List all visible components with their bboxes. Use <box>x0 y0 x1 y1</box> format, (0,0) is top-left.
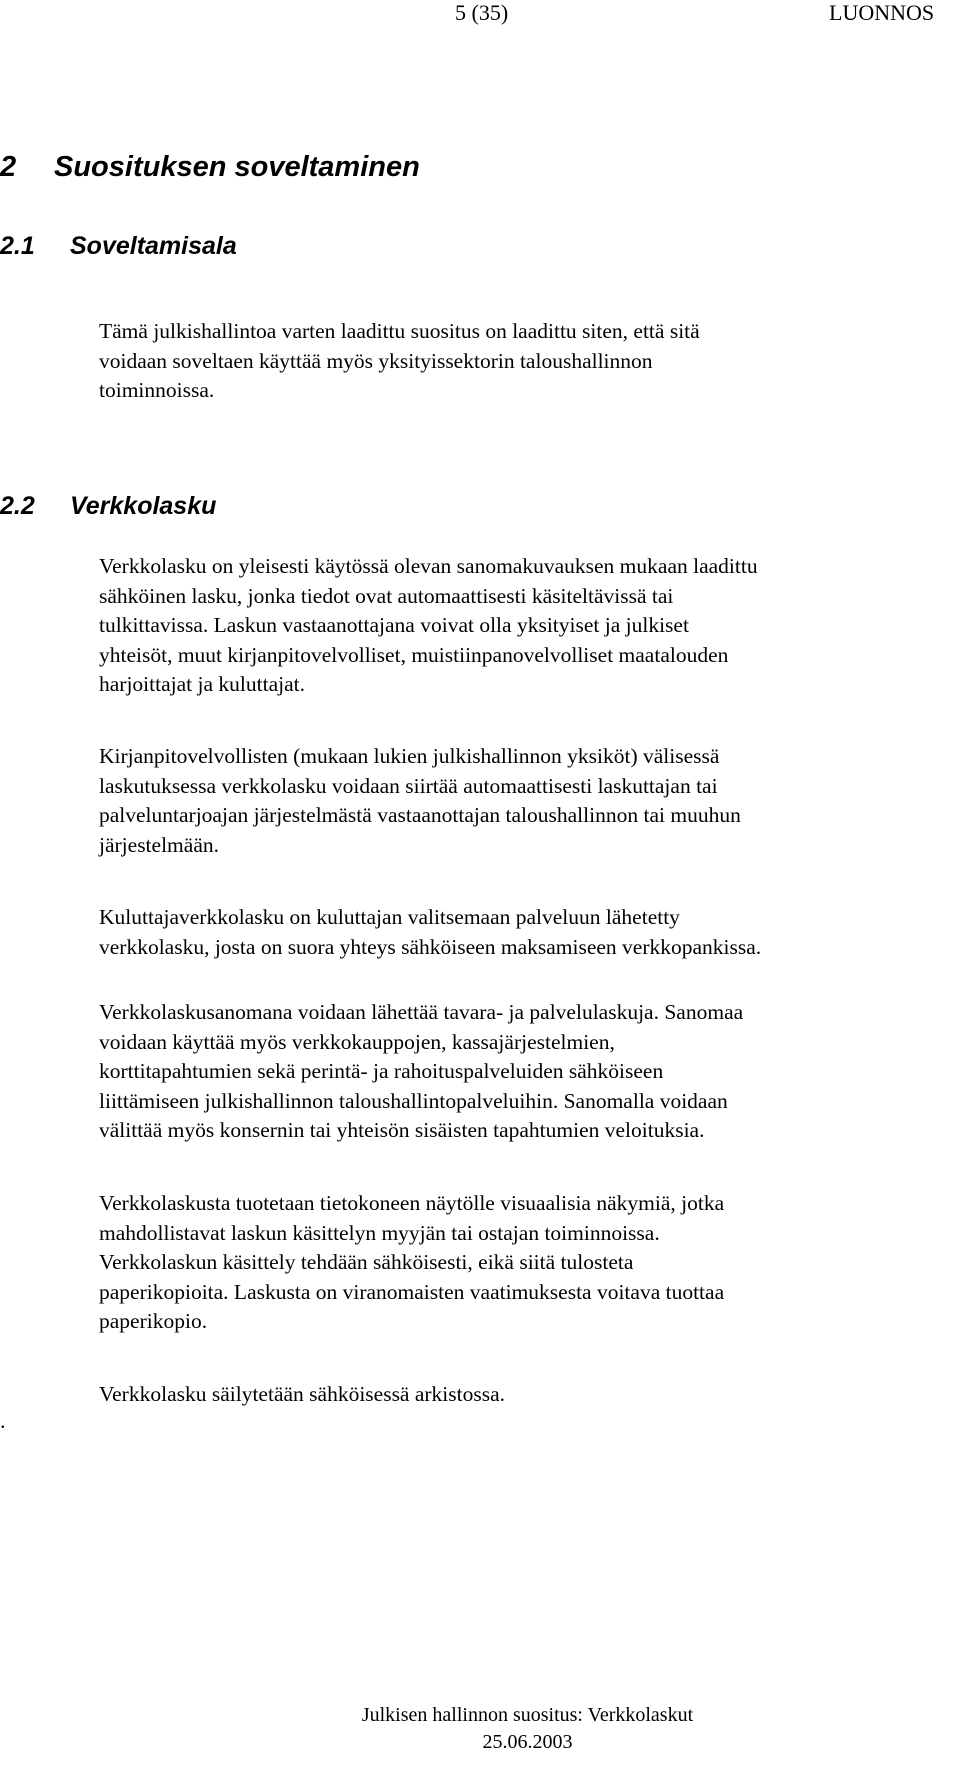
text-line: Kirjanpitovelvollisten (mukaan lukien julkishallinnon yksiköt) välisessä <box>99 744 720 768</box>
section-heading <box>0 150 420 184</box>
text-line: toiminnoissa. <box>99 378 215 402</box>
text-line: harjoittajat ja kuluttajat. <box>99 672 305 696</box>
text-line: paperikopio. <box>99 1309 208 1333</box>
stray-mark: . <box>0 1408 6 1433</box>
section-title: Suosituksen soveltaminen <box>54 151 420 183</box>
subsection-heading-2-2 <box>0 491 216 521</box>
footer-document-title: Julkisen hallinnon suositus: Verkkolaskut <box>361 1704 694 1726</box>
text-line: Verkkolaskusanomana voidaan lähettää tavara- ja palvelulaskuja. Sanomaa <box>99 1000 744 1024</box>
paragraph <box>99 317 700 406</box>
text-line: Verkkolasku säilytetään sähköisessä arkistossa. <box>99 1382 506 1406</box>
text-line: voidaan soveltaen käyttää myös yksityissektorin taloushallinnon <box>99 348 653 373</box>
section-number: 2 <box>0 151 17 183</box>
text-line: mahdollistavat laskun käsittelyn myyjän tai ostajan toiminnoissa. <box>99 1220 660 1245</box>
subsection-number: 2.2 <box>0 492 35 520</box>
text-line: sähköinen lasku, jonka tiedot ovat automaattisesti käsiteltävissä tai <box>99 583 674 608</box>
text-line: Verkkolasku on yleisesti käytössä olevan sanomakuvauksen mukaan laadittu <box>99 554 758 578</box>
subsection-title: Verkkolasku <box>70 492 217 520</box>
paragraph <box>99 552 758 700</box>
text-line: Kuluttajaverkkolasku on kuluttajan valitsemaan palveluun lähetetty <box>99 905 680 929</box>
text-line: paperikopioita. Laskusta on viranomaisten vaatimuksesta voitava tuottaa <box>99 1279 725 1304</box>
draft-status: LUONNOS <box>829 0 935 25</box>
text-line: tulkittavissa. Laskun vastaanottajana voivat olla yksityiset ja julkiset <box>99 613 689 637</box>
text-line: verkkolasku, josta on suora yhteys sähköiseen maksamiseen verkkopankissa. <box>99 934 762 959</box>
paragraph <box>99 1380 505 1410</box>
text-line: korttitapahtumien sekä perintä- ja rahoituspalveluiden sähköiseen <box>99 1059 664 1083</box>
text-line: palveluntarjoajan järjestelmästä vastaanottajan taloushallinnon tai muuhun <box>99 803 741 827</box>
subsection-number: 2.1 <box>0 232 35 260</box>
paragraph <box>99 742 741 860</box>
text-line: laskutuksessa verkkolasku voidaan siirtää automaattisesti laskuttajan tai <box>99 773 718 798</box>
text-line: yhteisöt, muut kirjanpitovelvolliset, muistiinpanovelvolliset maatalouden <box>99 642 729 667</box>
paragraph <box>99 903 761 962</box>
page-number: 5 (35) <box>455 0 509 25</box>
text-line: liittämiseen julkishallinnon taloushallintopalveluihin. Sanomalla voidaan <box>99 1088 728 1113</box>
subsection-title: Soveltamisala <box>70 232 237 260</box>
subsection-heading-2-1 <box>0 231 237 261</box>
text-line: välittää myös konsernin tai yhteisön sisäisten tapahtumien veloituksia. <box>99 1118 705 1142</box>
text-line: Tämä julkishallintoa varten laadittu suositus on laadittu siten, että sitä <box>99 319 700 343</box>
text-line: järjestelmään. <box>99 832 219 857</box>
paragraph <box>99 1189 724 1337</box>
text-line: Verkkolaskusta tuotetaan tietokoneen näytölle visuaalisia näkymiä, jotka <box>99 1191 725 1215</box>
text-line: voidaan käyttää myös verkkokauppojen, kassajärjestelmien, <box>99 1029 615 1054</box>
paragraph <box>99 998 743 1146</box>
text-line: Verkkolaskun käsittely tehdään sähköisesti, eikä siitä tulosteta <box>99 1250 634 1274</box>
footer-date: 25.06.2003 <box>482 1731 573 1753</box>
